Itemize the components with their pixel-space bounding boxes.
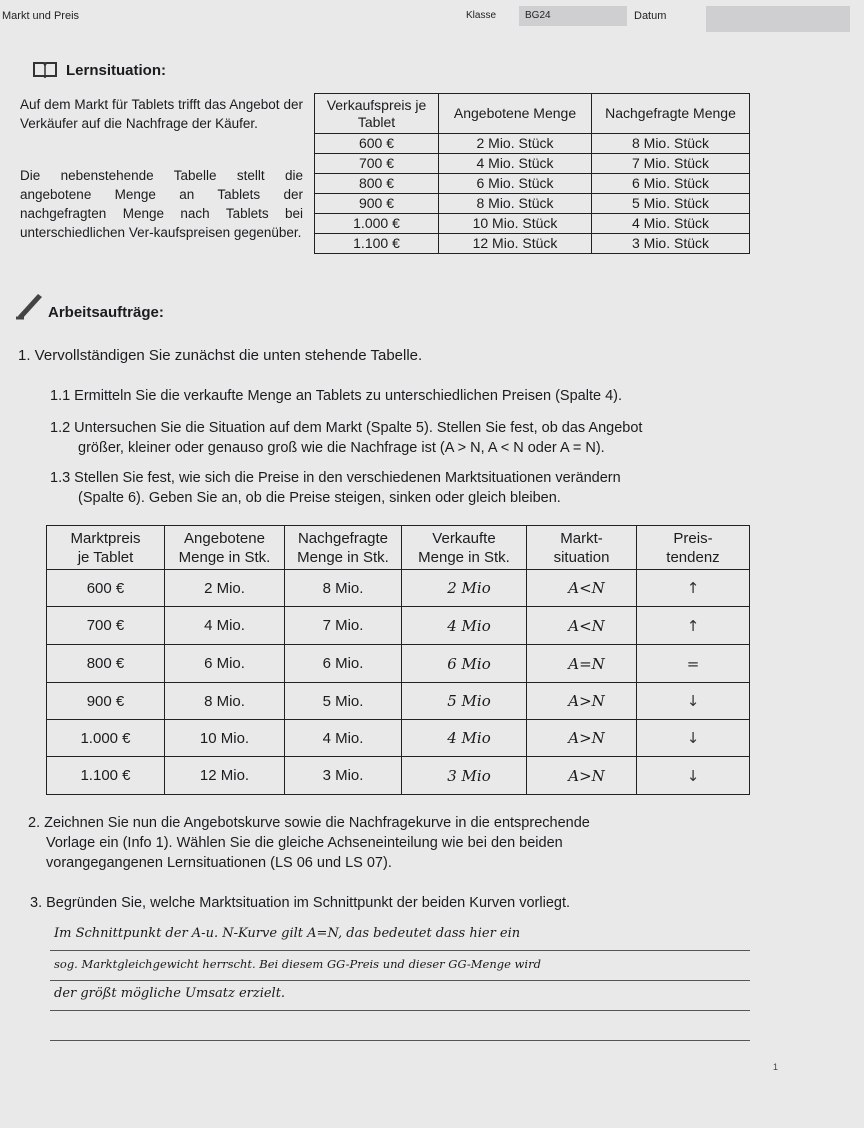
table-row <box>47 720 750 757</box>
table-row <box>47 645 750 683</box>
table-cell: 8 Mio. <box>165 683 285 720</box>
table-cell: 3 Mio. Stück <box>592 234 750 254</box>
price-quantity-table <box>314 93 750 254</box>
handwritten-cell[interactable]: A>N <box>527 757 637 795</box>
table-cell: 5 Mio. Stück <box>592 194 750 214</box>
arbeitsauftraege-heading: Arbeitsaufträge: <box>48 304 164 321</box>
table-header-row <box>47 526 750 570</box>
table-cell: 10 Mio. <box>165 720 285 757</box>
lernsituation-heading: Lernsituation: <box>66 62 166 79</box>
handwritten-cell[interactable]: 2 Mio <box>402 570 527 607</box>
intro-paragraph-2: Die nebenstehende Tabelle stellt die angebotene Menge an Tablets der nachgefragten Menge nach Tablets bei unterschiedlichen Ver-kaufspreisen gegenüber. <box>20 168 303 240</box>
klasse-label: Klasse <box>466 10 497 21</box>
col-header: Verkaufte Menge in Stk. <box>402 526 527 570</box>
task-1-3-line1: 1.3 Stellen Sie fest, wie sich die Preise in den verschiedenen Marktsituationen verändern <box>50 470 621 486</box>
klasse-field <box>519 6 627 26</box>
table-row <box>315 234 750 254</box>
answer-line <box>50 1010 750 1011</box>
table-cell: 10 Mio. Stück <box>439 214 592 234</box>
answer-line <box>50 980 750 981</box>
task-1-3-line2: (Spalte 6). Geben Sie an, ob die Preise steigen, sinken oder gleich bleiben. <box>78 490 561 506</box>
table-cell: 4 Mio. Stück <box>592 214 750 234</box>
table-cell: 4 Mio. Stück <box>439 154 592 174</box>
table-cell: 700 € <box>315 154 439 174</box>
answer-line <box>50 950 750 951</box>
answer-line-2-text[interactable]: sog. Marktgleichgewicht herrscht. Bei diesem GG-Preis und dieser GG-Menge wird <box>54 957 541 971</box>
col-header: Angebotene Menge <box>439 94 592 134</box>
col-header: Nachgefragte Menge in Stk. <box>285 526 402 570</box>
task-1-2-line2: größer, kleiner oder genauso groß wie die Nachfrage ist (A > N, A < N oder A = N). <box>78 440 605 456</box>
handwritten-cell[interactable]: 5 Mio <box>402 683 527 720</box>
table-header-row <box>315 94 750 134</box>
task-2-line1: 2. Zeichnen Sie nun die Angebotskurve sowie die Nachfragekurve in die entsprechende <box>28 815 590 831</box>
handwritten-cell[interactable]: 4 Mio <box>402 720 527 757</box>
table-cell: 1.100 € <box>315 234 439 254</box>
price-trend-cell[interactable]: ↑ <box>637 607 750 645</box>
table-cell: 6 Mio. Stück <box>439 174 592 194</box>
table-row <box>47 607 750 645</box>
handwritten-cell[interactable]: A=N <box>527 645 637 683</box>
table-cell: 800 € <box>47 645 165 683</box>
table-cell: 6 Mio. Stück <box>592 174 750 194</box>
table-cell: 6 Mio. <box>165 645 285 683</box>
price-trend-cell[interactable]: ↑ <box>637 570 750 607</box>
table-cell: 900 € <box>47 683 165 720</box>
table-row <box>315 194 750 214</box>
price-trend-cell[interactable]: = <box>637 645 750 683</box>
datum-label: Datum <box>634 10 667 22</box>
table-cell: 8 Mio. <box>285 570 402 607</box>
handwritten-cell[interactable]: A>N <box>527 683 637 720</box>
answer-line-3-text[interactable]: der größt mögliche Umsatz erzielt. <box>54 986 286 1001</box>
page-number: 1 <box>773 1062 779 1072</box>
table-cell: 8 Mio. Stück <box>439 194 592 214</box>
handwritten-cell[interactable]: 3 Mio <box>402 757 527 795</box>
table-cell: 4 Mio. <box>285 720 402 757</box>
table-cell: 900 € <box>315 194 439 214</box>
price-trend-cell[interactable]: ↓ <box>637 683 750 720</box>
table-row <box>47 757 750 795</box>
price-trend-cell[interactable]: ↓ <box>637 720 750 757</box>
table-cell: 700 € <box>47 607 165 645</box>
datum-field <box>706 6 850 32</box>
handwritten-cell[interactable]: 4 Mio <box>402 607 527 645</box>
table-cell: 5 Mio. <box>285 683 402 720</box>
task-3-question: 3. Begründen Sie, welche Marktsituation im Schnittpunkt der beiden Kurven vorliegt. <box>30 895 571 911</box>
table-cell: 1.000 € <box>47 720 165 757</box>
intro-paragraph-1: Auf dem Markt für Tablets trifft das Angebot der Verkäufer auf die Nachfrage der Käufer. <box>20 97 303 131</box>
table-cell: 4 Mio. <box>165 607 285 645</box>
pencil-icon <box>14 290 48 325</box>
table-cell: 2 Mio. <box>165 570 285 607</box>
task-1-1: 1.1 Ermitteln Sie die verkaufte Menge an Tablets zu unterschiedlichen Preisen (Spalte 4). <box>50 388 622 404</box>
task-1-2-line1: 1.2 Untersuchen Sie die Situation auf dem Markt (Spalte 5). Stellen Sie fest, ob das Angebot <box>50 420 643 436</box>
table-cell: 12 Mio. Stück <box>439 234 592 254</box>
book-icon <box>32 60 58 83</box>
table-row <box>315 214 750 234</box>
col-header: Preis- tendenz <box>637 526 750 570</box>
table-row <box>47 683 750 720</box>
table-cell: 8 Mio. Stück <box>592 134 750 154</box>
table-row <box>315 174 750 194</box>
page-title: Markt und Preis <box>2 10 80 22</box>
table-cell: 3 Mio. <box>285 757 402 795</box>
col-header: Angebotene Menge in Stk. <box>165 526 285 570</box>
task-1: 1. Vervollständigen Sie zunächst die unten stehende Tabelle. <box>18 347 423 364</box>
market-situation-table <box>46 525 750 795</box>
handwritten-cell[interactable]: A<N <box>527 570 637 607</box>
table-cell: 1.000 € <box>315 214 439 234</box>
task-2-line3: vorangegangenen Lernsituationen (LS 06 und LS 07). <box>46 855 392 871</box>
table-row <box>315 154 750 174</box>
table-cell: 12 Mio. <box>165 757 285 795</box>
handwritten-cell[interactable]: A>N <box>527 720 637 757</box>
table-cell: 600 € <box>47 570 165 607</box>
table-cell: 7 Mio. Stück <box>592 154 750 174</box>
col-header: Nachgefragte Menge <box>592 94 750 134</box>
table-cell: 600 € <box>315 134 439 154</box>
col-header: Markt- situation <box>527 526 637 570</box>
handwritten-cell[interactable]: 6 Mio <box>402 645 527 683</box>
table-cell: 1.100 € <box>47 757 165 795</box>
answer-line-1-text[interactable]: Im Schnittpunkt der A-u. N-Kurve gilt A=N, das bedeutet dass hier ein <box>54 926 521 941</box>
col-header: Verkaufspreis je Tablet <box>315 94 439 134</box>
answer-line <box>50 1040 750 1041</box>
task-2-line2: Vorlage ein (Info 1). Wählen Sie die gleiche Achseneinteilung wie bei den beiden <box>46 835 563 851</box>
price-trend-cell[interactable]: ↓ <box>637 757 750 795</box>
table-cell: 800 € <box>315 174 439 194</box>
table-cell: 2 Mio. Stück <box>439 134 592 154</box>
handwritten-cell[interactable]: A<N <box>527 607 637 645</box>
table-row <box>315 134 750 154</box>
table-cell: 6 Mio. <box>285 645 402 683</box>
table-cell: 7 Mio. <box>285 607 402 645</box>
table-row <box>47 570 750 607</box>
col-header: Marktpreis je Tablet <box>47 526 165 570</box>
klasse-value: BG24 <box>525 10 551 21</box>
